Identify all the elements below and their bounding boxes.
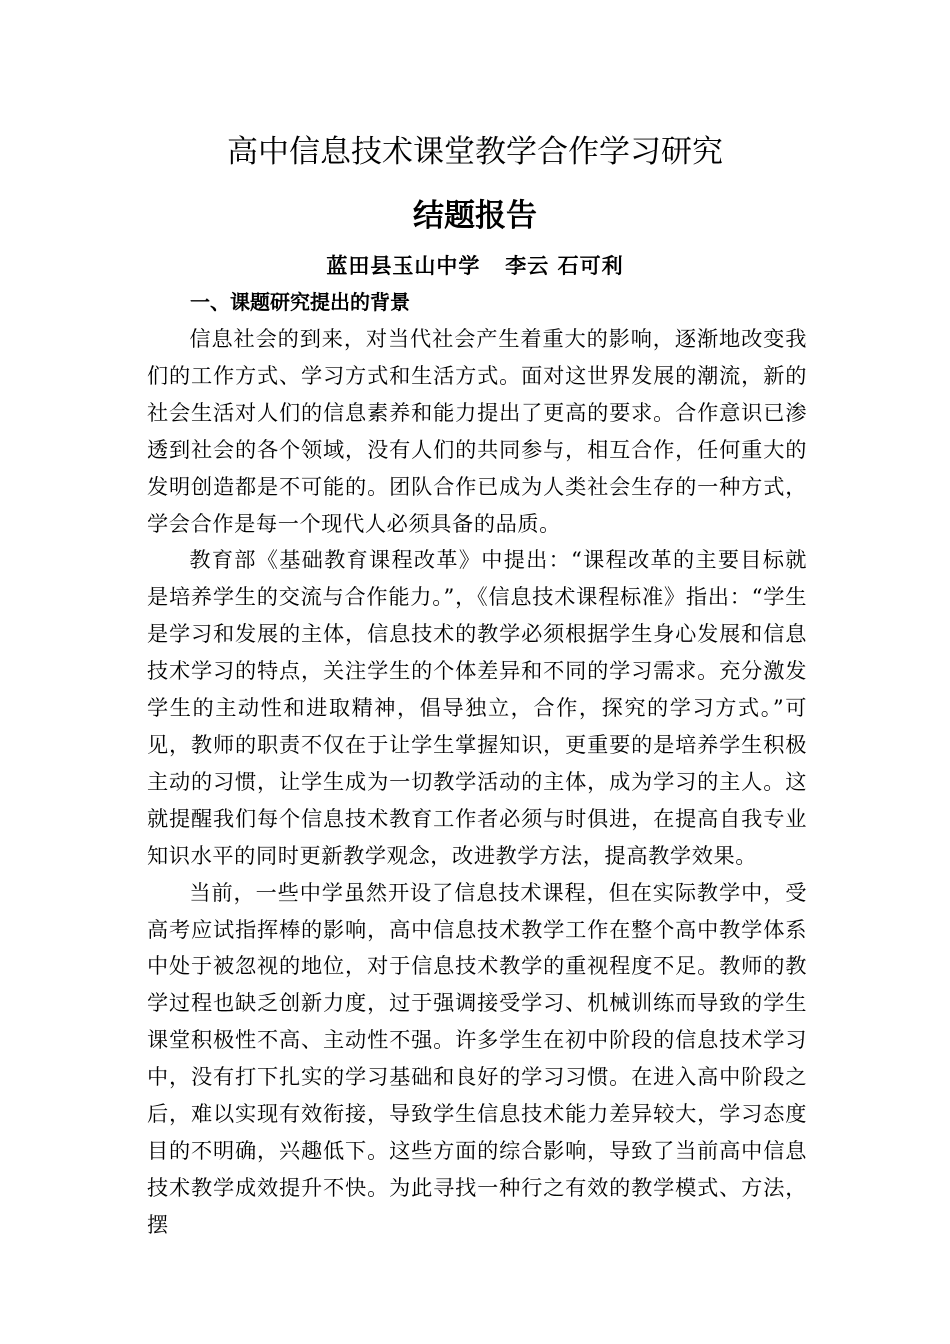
paragraph: 当前，一些中学虽然开设了信息技术课程，但在实际教学中，受高考应试指挥棒的影响，高中信息技术教学工作在整个高中教学体系中处于被忽视的地位，对于信息技术教学的重视程度不足。教师的教学过程也缺乏创新力度，过于强调接受学习、机械训练而导致的学生课堂积极性不高、主动性不强。许多学生在初中阶段的信息技术学习中，没有打下扎实的学习基础和良好的学习习惯。在进入高中阶段之后，难以实现有效衔接，导致学生信息技术能力差异较大，学习态度目的不明确，兴趣低下。这些方面的综合影响，导致了当前高中信息技术教学成效提升不快。为此寻找一种行之有效的教学模式、方法，摆 <box>147 879 807 1237</box>
paragraph: 信息社会的到来，对当代社会产生着重大的影响，逐渐地改变我们的工作方式、学习方式和生活方式。面对这世界发展的潮流，新的社会生活对人们的信息素养和能力提出了更高的要求。合作意识已渗透到社会的各个领域，没有人们的共同参与，相互合作，任何重大的发明创造都是不可能的。团队合作已成为人类社会生存的一种方式，学会合作是每一个现代人必须具备的品质。 <box>147 326 807 536</box>
document-title: 高中信息技术课堂教学合作学习研究 <box>227 134 723 170</box>
section-heading: 一、课题研究提出的背景 <box>190 290 410 314</box>
body-text <box>147 321 807 1244</box>
author-line: 蓝田县玉山中学 李云 石可利 <box>326 253 624 278</box>
document-subtitle: 结题报告 <box>413 198 537 234</box>
paragraph: 教育部《基础教育课程改革》中提出：“课程改革的主要目标就是培养学生的交流与合作能力。”，《信息技术课程标准》指出：“学生是学习和发展的主体，信息技术的教学必须根据学生身心发展和信息技术学习的特点，关注学生的个体差异和不同的学习需求。充分激发学生的主动性和进取精神，倡导独立，合作，探究的学习方式。”可见，教师的职责不仅在于让学生掌握知识，更重要的是培养学生积极主动的习惯，让学生成为一切教学活动的主体，成为学习的主人。这就提醒我们每个信息技术教育工作者必须与时俱进，在提高自我专业知识水平的同时更新教学观念，改进教学方法，提高教学效果。 <box>147 547 807 868</box>
